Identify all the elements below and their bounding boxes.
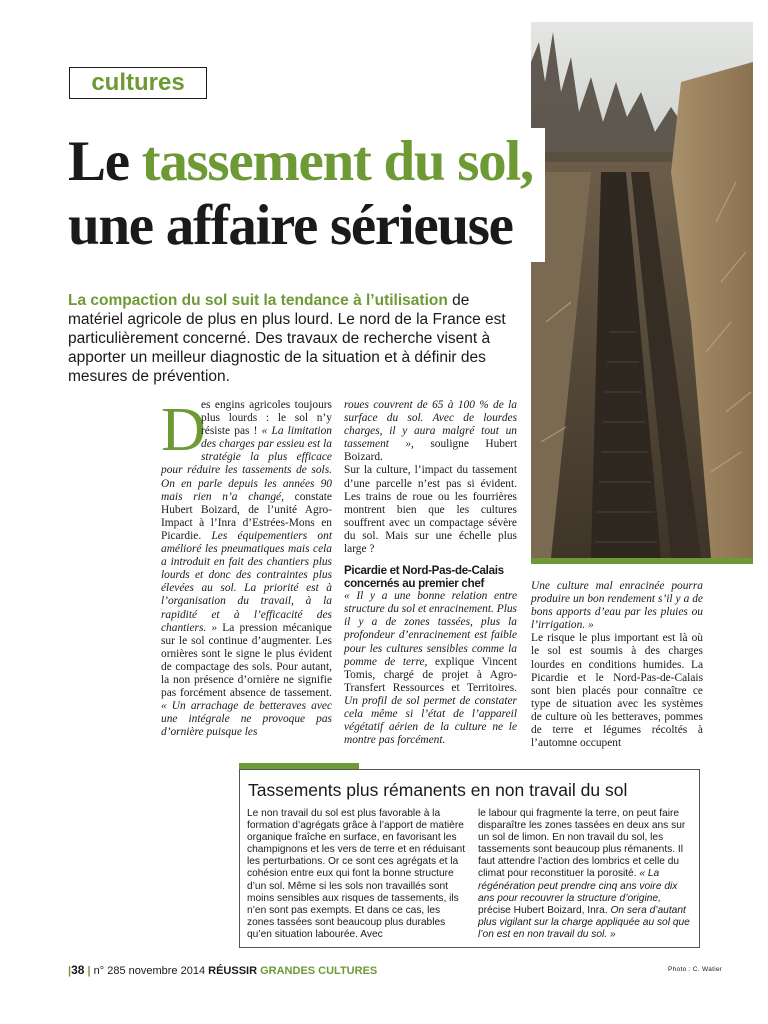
headline bbox=[68, 128, 545, 262]
field-photo bbox=[531, 22, 753, 558]
lead-paragraph bbox=[68, 291, 513, 386]
col1-quote: Les équipementiers ont amélioré les pneumatiques mais cela a introduit en fait des chantiers plus lourds et donc des contraintes plus élevées au sol. La priorité est à l’organisation du travail, à la rapidité et à l’efficacité des chantiers. » bbox=[161, 529, 332, 634]
col1-text: La pression mécanique sur le sol continue d’augmenter. Les ornières sont le signe le plus évident de compactage des sols. Pour autant, la non présence d’ornière ne signifie pas forcément absence de tassement. bbox=[161, 621, 332, 700]
col2-quote: roues couvrent de 65 à 100 % de la surface du sol. Avec de lourdes charges, il y aura malgré tout un tassement », bbox=[344, 399, 517, 451]
col1-text: es engins agricoles toujours plus lourds : le sol n’y résiste pas ! bbox=[201, 399, 332, 438]
photo-accent-bar bbox=[531, 558, 753, 564]
dropcap: D bbox=[161, 396, 206, 464]
page-number: 38 bbox=[71, 963, 85, 977]
col3-paragraph: Le risque le plus important est là où le sol est soumis à des charges lourdes en conditions humides. La Picardie et le Nord-Pas-de-Calais sont bien placés pour connaître ce type de situation avec les systèmes de culture où les betteraves, pommes de terre et légumes récoltés à l’automne occupent bbox=[531, 632, 703, 750]
article-column-2 bbox=[344, 399, 517, 747]
box-column-2 bbox=[478, 808, 696, 941]
magazine-subtitle: GRANDES CULTURES bbox=[260, 965, 378, 977]
col1-quote: « Un arrachage de betteraves avec une intégrale ne provoque pas d’ornière puisque les bbox=[161, 700, 332, 739]
sidebar-box bbox=[239, 769, 700, 948]
col1-text: constate Hubert Boizard, de l’unité Agro-Impact à l’Inra d’Estrées-Mons en Picardie. bbox=[161, 490, 332, 542]
headline-line1-green: tassement du sol, bbox=[141, 130, 533, 193]
subheading: Picardie et Nord-Pas-de-Calais concernés au premier chef bbox=[344, 564, 504, 591]
col2-quote: « Il y a une bonne relation entre structure du sol et enracinement. Plus il y a de zones tassées, plus la profondeur d’enracinement est faible pour les cultures sensibles comme la pomme de terre, bbox=[344, 590, 517, 668]
headline-line1-plain: Le bbox=[68, 130, 142, 193]
col2-text: explique Vincent Tomis, chargé de projet à Agro-Transfert Ressources et Territoires. bbox=[344, 655, 517, 694]
photo-credit: Photo : C. Watier bbox=[668, 966, 723, 973]
box-text: le labour qui fragmente la terre, on peut faire disparaître les zones tassées en deux ans sur un sol de limon. En non travail du sol, les tassements sont beaucoup plus rémanents. Il faut attendre l’action des lombrics et celle du climat pour reconstituer la porosité. bbox=[478, 808, 686, 880]
article-column-1 bbox=[161, 396, 332, 739]
magazine-name: RÉUSSIR bbox=[208, 965, 258, 977]
lead-rest: de matériel agricole de plus en plus lourd. Le nord de la France est particulièrement concerné. Des travaux de recherche visent à apporter un meilleur diagnostic de la situation et à définir des mesures de prévention. bbox=[68, 292, 506, 385]
col3-quote: Une culture mal enracinée pourra produire un bon rendement s’il y a de bons apports d’eau par les pluies ou l’irrigation. » bbox=[531, 580, 703, 632]
box-title: Tassements plus rémanents en non travail du sol bbox=[248, 780, 628, 800]
col2-text: souligne Hubert Boizard. bbox=[344, 438, 517, 464]
col2-paragraph: Sur la culture, l’impact du tassement d’une parcelle n’est pas si évident. Les trains de roue ou les fourrières montrent bien que les cultures souffrent avec un compactage sévère du sol. Mais sur une échelle plus large ? bbox=[344, 464, 517, 556]
box-text: précise Hubert Boizard, Inra. bbox=[478, 904, 611, 916]
section-tag: cultures bbox=[69, 67, 207, 99]
page-footer: |38 | n° 285 novembre 2014 RÉUSSIR GRANDES CULTURES bbox=[68, 963, 378, 977]
box-column-1: Le non travail du sol est plus favorable à la formation d’agrégats grâce à l’apport de matière organique fraîche en surface, en favorisant les champignons et les vers de terre et en réduisant les perturbations. Or ce sont ces agrégats et la cohésion entre eux qui font la bonne structure d’un sol. Même si les sols non travaillés sont moins sensibles aux risques de tassements, ils n’en sont pas exempts. Et dans ce cas, les zones tassées sont beaucoup plus durables qu’en situation labourée. Avec bbox=[247, 808, 466, 940]
col1-quote: « La limitation des charges par essieu est la stratégie la plus efficace pour réduire les tassements de sols. On en parle depuis les années 90 mais rien n’a changé, bbox=[161, 425, 332, 503]
box-quote: « La régénération peut prendre cinq ans voire dix ans pour recouvrer la structure d’origine, bbox=[478, 868, 678, 904]
col2-quote: Un profil de sol permet de constater cela même si l’état de l’appareil végétatif aérien de la culture ne le montre pas forcément. bbox=[344, 694, 517, 747]
article-column-3 bbox=[531, 580, 703, 750]
issue-info: n° 285 novembre 2014 bbox=[93, 965, 206, 977]
headline-line2: une affaire sérieuse bbox=[68, 194, 521, 258]
box-quote: On sera d’autant plus vigilant sur la charge appliquée au sol que l’on est en non travail du sol. » bbox=[478, 904, 690, 940]
lead-bold: La compaction du sol suit la tendance à l’utilisation bbox=[68, 292, 448, 309]
